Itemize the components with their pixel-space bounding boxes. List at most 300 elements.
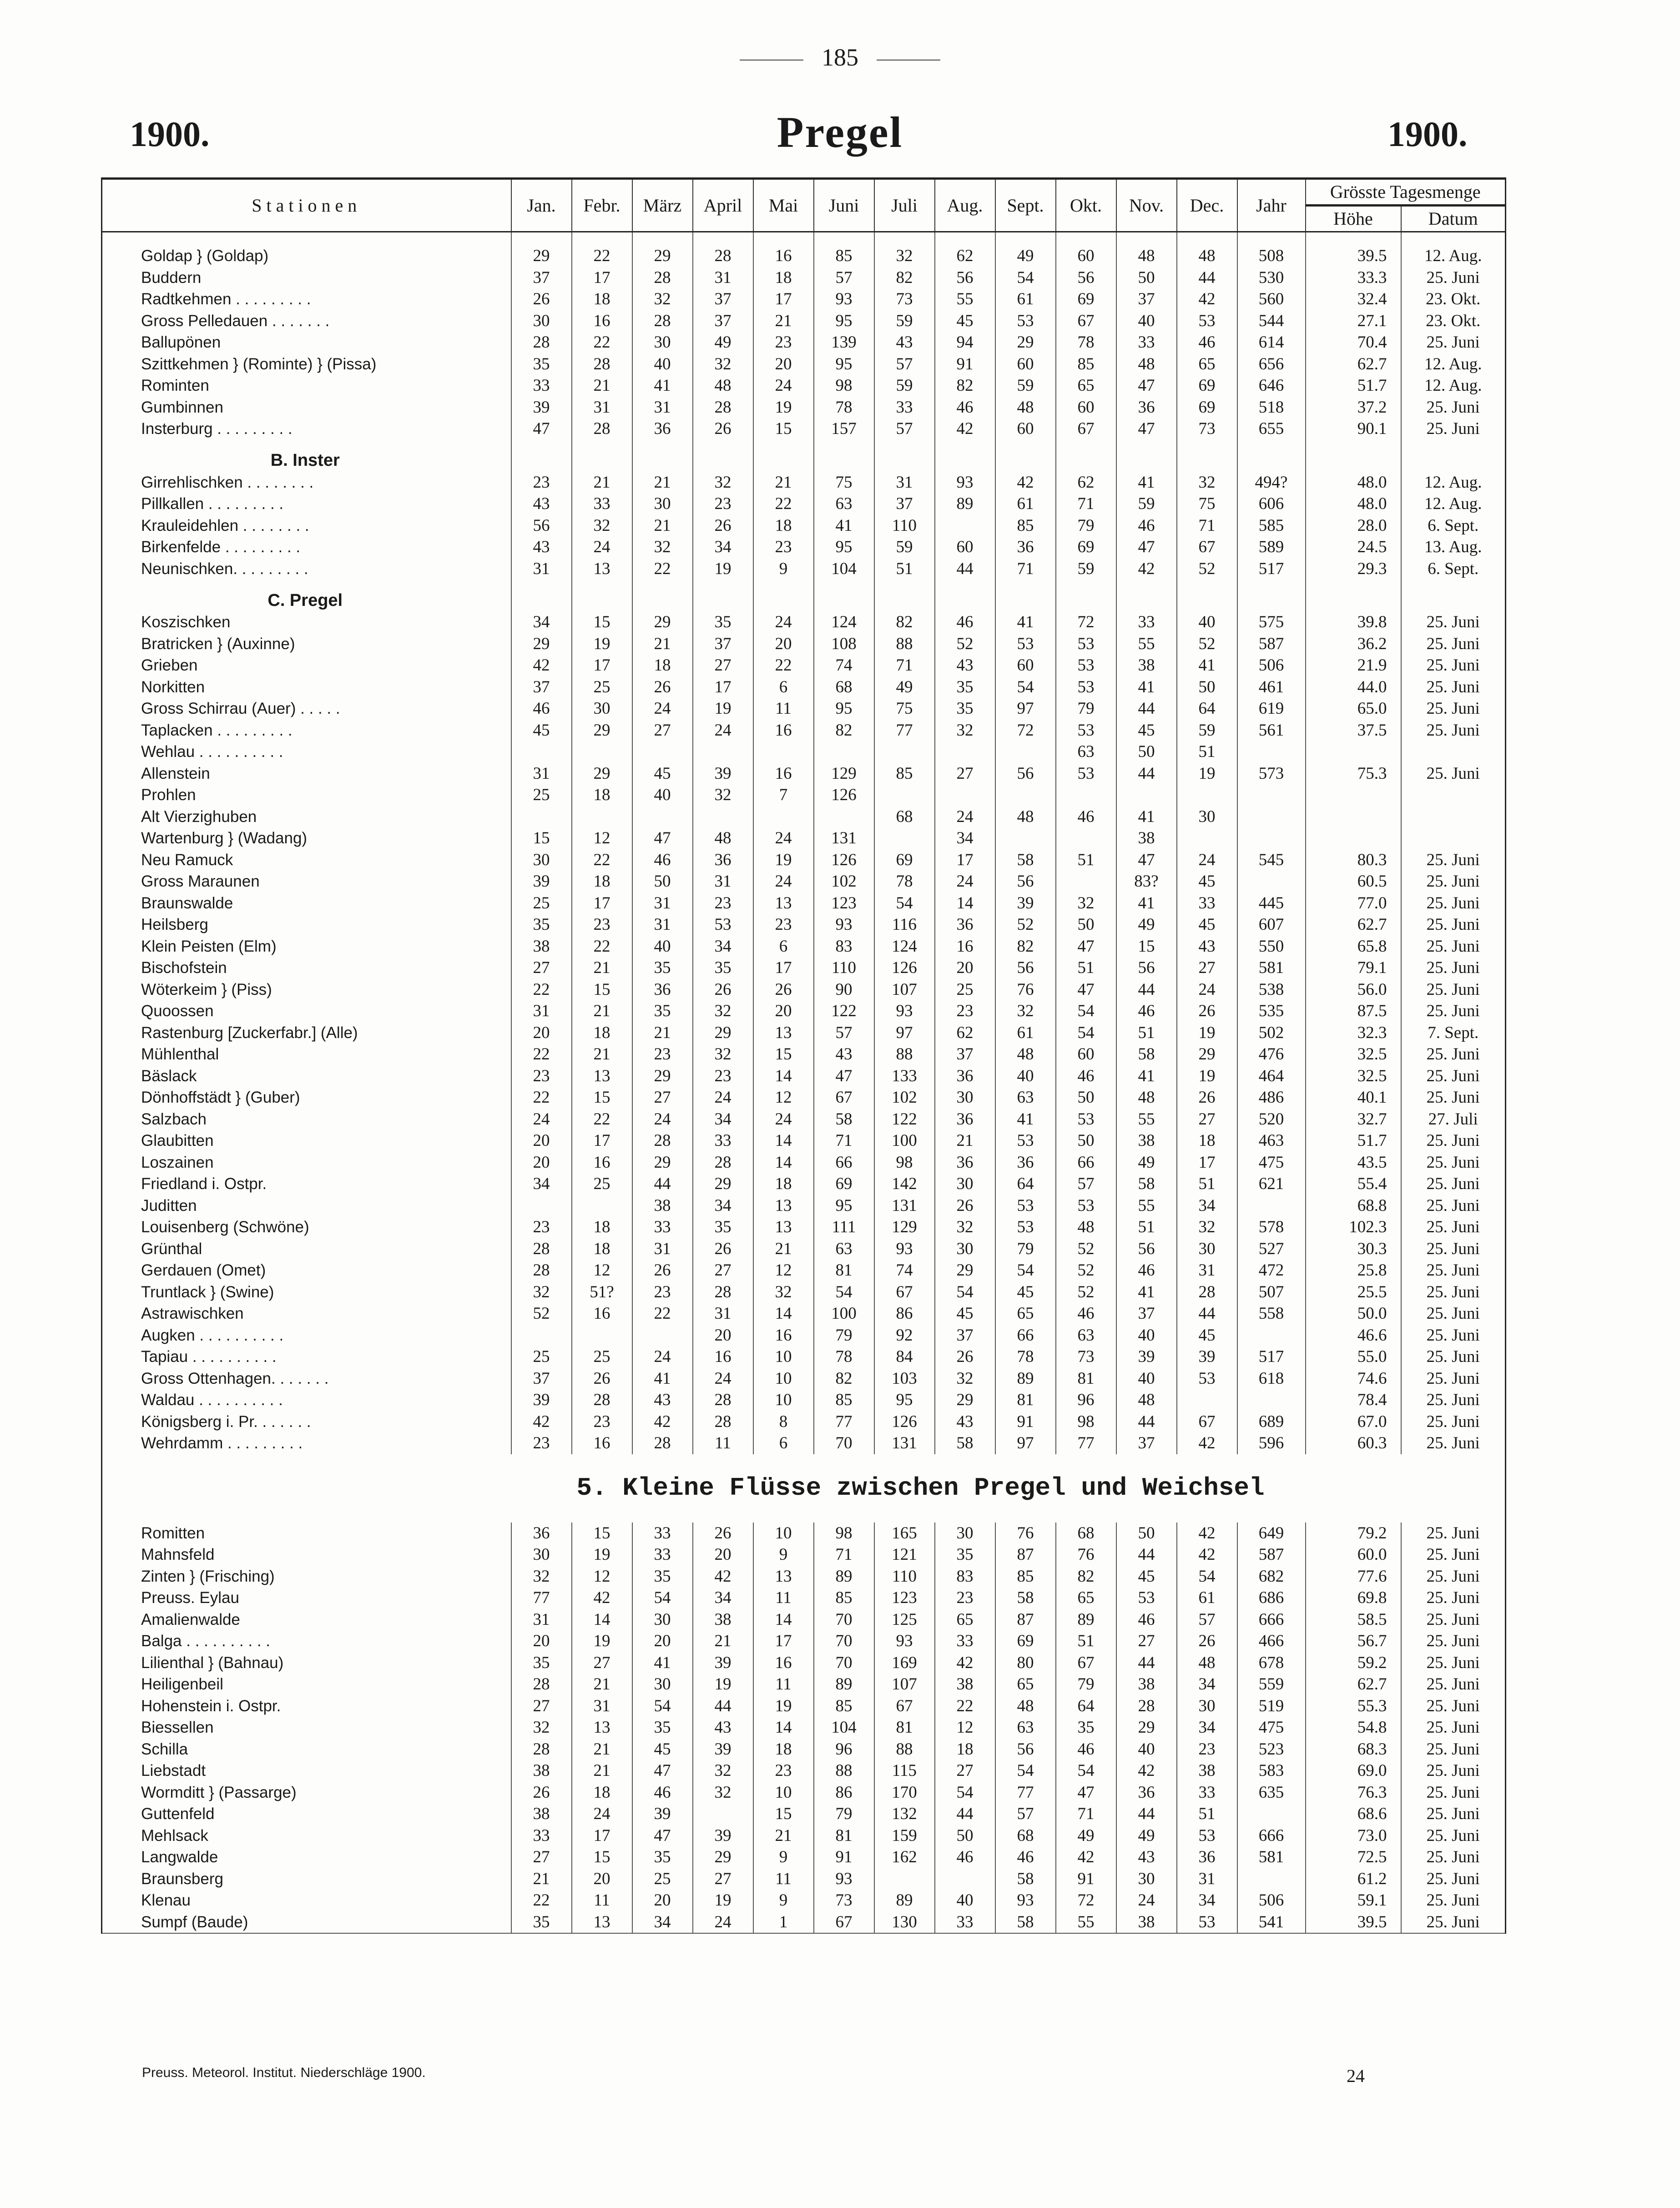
cell-value: 60 [935, 536, 995, 558]
cell-hoehe: 90.1 [1306, 418, 1401, 440]
cell-datum: 6. Sept. [1401, 558, 1506, 580]
cell-value: 48 [995, 806, 1056, 828]
cell-value: 53 [1056, 1195, 1116, 1217]
cell-hoehe: 39.5 [1306, 1911, 1401, 1934]
col-jan: Jan. [511, 179, 572, 232]
cell-value: 26 [935, 1346, 995, 1368]
cell-value: 21 [632, 515, 693, 537]
cell-value: 37 [1116, 1303, 1177, 1325]
cell-value: 47 [511, 418, 572, 440]
cell-value: 35 [632, 957, 693, 979]
cell-hoehe: 55.3 [1306, 1695, 1401, 1717]
cell-value: 42 [511, 1411, 572, 1433]
cell-value: 64 [995, 1173, 1056, 1195]
cell-value: 132 [874, 1803, 935, 1825]
cell-value: 43 [935, 1411, 995, 1433]
cell-value: 47 [632, 1760, 693, 1782]
cell-value: 545 [1237, 849, 1306, 871]
footer-imprint: Preuss. Meteorol. Institut. Niederschläge 1900. [142, 2065, 426, 2080]
cell-value: 104 [814, 1717, 874, 1739]
cell-value: 65 [995, 1674, 1056, 1695]
cell-hoehe: 60.5 [1306, 871, 1401, 892]
cell-value: 27 [1177, 1109, 1237, 1130]
table-header [102, 179, 1506, 232]
cell-value: 18 [572, 1022, 632, 1044]
table-row [102, 1566, 1506, 1588]
cell-value: 57 [874, 353, 935, 375]
section-label: B. Inster [102, 440, 511, 472]
cell-value: 47 [1116, 375, 1177, 397]
cell-value: 126 [814, 849, 874, 871]
cell-value: 46 [1056, 1065, 1116, 1087]
station-name: Pillkallen . . . . . . . . . [102, 493, 511, 515]
cell-value: 32 [632, 536, 693, 558]
cell-datum: 25. Juni [1401, 979, 1506, 1001]
cell-hoehe: 59.1 [1306, 1890, 1401, 1911]
cell-value: 34 [693, 536, 753, 558]
cell-value: 20 [511, 1152, 572, 1174]
cell-value: 29 [511, 633, 572, 655]
cell-value: 28 [693, 1411, 753, 1433]
table-row [102, 310, 1506, 332]
cell-value: 17 [572, 892, 632, 914]
cell-value: 29 [632, 245, 693, 267]
cell-value: 69 [1056, 288, 1116, 310]
cell-value: 22 [753, 655, 814, 676]
col-datum: Datum [1401, 206, 1506, 232]
cell-value: 38 [1177, 1760, 1237, 1782]
cell-value: 58 [814, 1109, 874, 1130]
cell-value: 78 [995, 1346, 1056, 1368]
cell-value: 100 [814, 1303, 874, 1325]
cell-value: 45 [1116, 720, 1177, 741]
cell-value: 11 [753, 1674, 814, 1695]
cell-value: 581 [1237, 1846, 1306, 1868]
cell-value: 53 [1177, 1911, 1237, 1934]
cell-value [1056, 784, 1116, 806]
cell-value: 85 [995, 1566, 1056, 1588]
cell-value: 13 [753, 1216, 814, 1238]
cell-value: 107 [874, 1674, 935, 1695]
table-row [102, 1325, 1506, 1346]
cell-value: 98 [874, 1152, 935, 1174]
cell-value [511, 741, 572, 763]
station-name: Goldap } (Goldap) [102, 245, 511, 267]
cell-value: 55 [1116, 633, 1177, 655]
cell-value: 28 [693, 245, 753, 267]
cell-value: 43 [511, 493, 572, 515]
cell-value: 31 [632, 397, 693, 418]
cell-value: 67 [1177, 536, 1237, 558]
cell-value: 48 [1116, 1389, 1177, 1411]
cell-value: 33 [572, 493, 632, 515]
cell-hoehe: 32.5 [1306, 1044, 1401, 1065]
cell-datum: 25. Juni [1401, 1389, 1506, 1411]
cell-value: 32 [693, 1044, 753, 1065]
cell-value: 78 [814, 1346, 874, 1368]
cell-value [874, 784, 935, 806]
table-row [102, 1087, 1506, 1109]
cell-value: 53 [1056, 676, 1116, 698]
cell-value: 9 [753, 1890, 814, 1911]
cell-value: 28 [632, 1130, 693, 1152]
cell-value: 44 [1116, 763, 1177, 785]
cell-value: 44 [935, 558, 995, 580]
cell-value: 558 [1237, 1303, 1306, 1325]
cell-value: 14 [753, 1303, 814, 1325]
cell-value: 43 [874, 332, 935, 353]
cell-value: 51 [1056, 849, 1116, 871]
cell-value: 54 [995, 1260, 1056, 1281]
table-row [102, 1065, 1506, 1087]
station-name: Romitten [102, 1522, 511, 1544]
cell-value: 517 [1237, 1346, 1306, 1368]
cell-datum: 25. Juni [1401, 1566, 1506, 1588]
station-name: Langwalde [102, 1846, 511, 1868]
cell-value: 67 [874, 1695, 935, 1717]
cell-hoehe: 77.0 [1306, 892, 1401, 914]
cell-value: 13 [753, 1022, 814, 1044]
cell-value: 43 [1177, 936, 1237, 958]
cell-hoehe: 46.6 [1306, 1325, 1401, 1346]
station-name: Königsberg i. Pr. . . . . . . [102, 1411, 511, 1433]
cell-value: 70 [814, 1630, 874, 1652]
cell-value: 49 [874, 676, 935, 698]
cell-value: 25 [572, 1173, 632, 1195]
cell-value: 621 [1237, 1173, 1306, 1195]
cell-value: 23 [753, 914, 814, 936]
cell-value: 67 [1177, 1411, 1237, 1433]
cell-value: 27 [632, 720, 693, 741]
section-row [102, 440, 1506, 472]
cell-hoehe: 59.2 [1306, 1652, 1401, 1674]
cell-value: 28 [632, 267, 693, 289]
cell-value: 28 [693, 397, 753, 418]
table-row [102, 1522, 1506, 1544]
cell-value: 95 [814, 353, 874, 375]
cell-value: 24 [572, 536, 632, 558]
cell-value: 66 [814, 1152, 874, 1174]
cell-value: 35 [693, 1216, 753, 1238]
cell-value: 85 [1056, 353, 1116, 375]
cell-value: 32 [693, 1760, 753, 1782]
cell-value: 22 [511, 1087, 572, 1109]
cell-value: 33 [1116, 611, 1177, 633]
cell-value: 26 [753, 979, 814, 1001]
cell-value: 66 [1056, 1152, 1116, 1174]
cell-value: 36 [935, 1109, 995, 1130]
cell-value: 35 [632, 1566, 693, 1588]
cell-value: 54 [814, 1281, 874, 1303]
cell-value: 71 [814, 1544, 874, 1566]
year-right: 1900. [1387, 114, 1468, 154]
section-heading: 5. Kleine Flüsse zwischen Pregel und Weichsel [102, 1454, 1506, 1522]
cell-value: 69 [1177, 397, 1237, 418]
cell-value: 89 [995, 1368, 1056, 1390]
table-row [102, 1432, 1506, 1454]
cell-value: 44 [1116, 698, 1177, 720]
cell-value: 86 [814, 1782, 874, 1804]
cell-value: 53 [995, 633, 1056, 655]
cell-value: 26 [511, 1782, 572, 1804]
station-name: Wöterkeim } (Piss) [102, 979, 511, 1001]
cell-value: 76 [1056, 1544, 1116, 1566]
station-name: Sumpf (Baude) [102, 1911, 511, 1934]
cell-datum: 25. Juni [1401, 698, 1506, 720]
cell-datum: 25. Juni [1401, 1630, 1506, 1652]
cell-value: 23 [511, 472, 572, 494]
cell-value: 78 [874, 871, 935, 892]
cell-value: 63 [1056, 741, 1116, 763]
cell-value: 52 [511, 1303, 572, 1325]
cell-datum: 25. Juni [1401, 1195, 1506, 1217]
cell-value: 49 [693, 332, 753, 353]
cell-value: 22 [632, 1303, 693, 1325]
cell-value: 53 [1056, 1109, 1116, 1130]
cell-value [995, 741, 1056, 763]
cell-datum: 25. Juni [1401, 611, 1506, 633]
cell-value: 561 [1237, 720, 1306, 741]
table-row [102, 1238, 1506, 1260]
cell-value: 30 [1177, 806, 1237, 828]
cell-value: 60 [995, 655, 1056, 676]
cell-value: 90 [814, 979, 874, 1001]
cell-value: 45 [935, 1303, 995, 1325]
cell-value: 44 [1116, 1803, 1177, 1825]
cell-value: 36 [1177, 1846, 1237, 1868]
station-name: Prohlen [102, 784, 511, 806]
cell-datum: 25. Juni [1401, 871, 1506, 892]
cell-value: 121 [874, 1544, 935, 1566]
cell-value [935, 784, 995, 806]
cell-hoehe: 21.9 [1306, 655, 1401, 676]
station-name: Loszainen [102, 1152, 511, 1174]
cell-value: 71 [1177, 515, 1237, 537]
cell-value: 63 [814, 1238, 874, 1260]
cell-value: 65 [995, 1303, 1056, 1325]
table-row [102, 332, 1506, 353]
cell-value [632, 741, 693, 763]
cell-value: 30 [632, 493, 693, 515]
cell-value: 53 [995, 1195, 1056, 1217]
station-name: Mahnsfeld [102, 1544, 511, 1566]
station-name: Klein Peisten (Elm) [102, 936, 511, 958]
cell-value: 58 [995, 1911, 1056, 1934]
cell-value: 28 [1116, 1695, 1177, 1717]
cell-value: 48 [693, 375, 753, 397]
cell-hoehe: 32.4 [1306, 288, 1401, 310]
cell-value: 56 [511, 515, 572, 537]
cell-value: 655 [1237, 418, 1306, 440]
cell-value: 517 [1237, 558, 1306, 580]
cell-value: 40 [1116, 1325, 1177, 1346]
cell-value: 41 [1116, 892, 1177, 914]
cell-value: 24 [511, 1109, 572, 1130]
cell-value: 13 [753, 1566, 814, 1588]
cell-value: 24 [753, 611, 814, 633]
cell-value: 29 [693, 1022, 753, 1044]
cell-value: 31 [693, 267, 753, 289]
cell-value [572, 1195, 632, 1217]
station-name: Gross Pelledauen . . . . . . . [102, 310, 511, 332]
cell-value: 71 [995, 558, 1056, 580]
table-row [102, 515, 1506, 537]
cell-value [753, 741, 814, 763]
cell-value: 33 [874, 397, 935, 418]
table-row [102, 957, 1506, 979]
cell-value: 656 [1237, 353, 1306, 375]
cell-value [1237, 871, 1306, 892]
cell-value: 15 [572, 1522, 632, 1544]
cell-value: 46 [1056, 1739, 1116, 1760]
cell-datum: 13. Aug. [1401, 536, 1506, 558]
station-name: Gross Schirrau (Auer) . . . . . [102, 698, 511, 720]
cell-value: 62 [1056, 472, 1116, 494]
cell-value: 54 [1177, 1566, 1237, 1588]
cell-value: 91 [1056, 1868, 1116, 1890]
station-name: Braunswalde [102, 892, 511, 914]
cell-value: 25 [572, 676, 632, 698]
cell-value: 52 [1177, 558, 1237, 580]
cell-value: 14 [935, 892, 995, 914]
page-title: Pregel [777, 108, 903, 156]
col-aug: Aug. [935, 179, 995, 232]
cell-value: 508 [1237, 245, 1306, 267]
cell-datum: 25. Juni [1401, 1000, 1506, 1022]
cell-value: 51 [1116, 1216, 1177, 1238]
cell-value: 59 [1116, 493, 1177, 515]
station-name: Zinten } (Frisching) [102, 1566, 511, 1588]
cell-value: 50 [632, 871, 693, 892]
cell-value: 29 [572, 763, 632, 785]
cell-value: 68 [874, 806, 935, 828]
cell-value: 20 [632, 1890, 693, 1911]
cell-value: 96 [814, 1739, 874, 1760]
cell-value: 102 [874, 1087, 935, 1109]
table-row [102, 1022, 1506, 1044]
cell-datum: 25. Juni [1401, 1411, 1506, 1433]
cell-value: 56 [995, 763, 1056, 785]
cell-value: 57 [874, 418, 935, 440]
cell-value: 20 [935, 957, 995, 979]
cell-value: 110 [874, 515, 935, 537]
table-row [102, 1152, 1506, 1174]
cell-value: 50 [935, 1825, 995, 1847]
cell-value: 47 [1116, 418, 1177, 440]
station-name: Salzbach [102, 1109, 511, 1130]
cell-value: 50 [1056, 1087, 1116, 1109]
cell-value: 48 [1177, 245, 1237, 267]
cell-value: 31 [572, 1695, 632, 1717]
cell-value: 59 [1056, 558, 1116, 580]
table-row [102, 397, 1506, 418]
cell-value: 24 [1116, 1890, 1177, 1911]
table-row [102, 1216, 1506, 1238]
cell-value: 38 [511, 936, 572, 958]
cell-value: 42 [935, 1652, 995, 1674]
cell-hoehe: 48.0 [1306, 493, 1401, 515]
cell-value: 34 [511, 1173, 572, 1195]
cell-value: 67 [1056, 1652, 1116, 1674]
cell-value: 607 [1237, 914, 1306, 936]
table-row [102, 979, 1506, 1001]
cell-value: 32 [693, 472, 753, 494]
cell-hoehe: 69.8 [1306, 1587, 1401, 1609]
cell-hoehe: 61.2 [1306, 1868, 1401, 1890]
station-name: Bäslack [102, 1065, 511, 1087]
cell-value: 56 [995, 871, 1056, 892]
cell-value: 41 [1177, 655, 1237, 676]
station-name: Allenstein [102, 763, 511, 785]
cell-value: 36 [935, 1065, 995, 1087]
cell-value: 48 [1116, 1087, 1177, 1109]
cell-value [1237, 1389, 1306, 1411]
cell-value: 24 [753, 1109, 814, 1130]
cell-value: 126 [814, 784, 874, 806]
station-name: Alt Vierzighuben [102, 806, 511, 828]
cell-value: 33 [632, 1216, 693, 1238]
table-row [102, 1911, 1506, 1934]
cell-value: 36 [1116, 397, 1177, 418]
cell-value: 82 [995, 936, 1056, 958]
cell-value: 21 [632, 472, 693, 494]
cell-hoehe: 32.3 [1306, 1022, 1401, 1044]
cell-value: 37 [1116, 288, 1177, 310]
cell-value: 32 [511, 1717, 572, 1739]
cell-value: 31 [874, 472, 935, 494]
cell-value: 14 [753, 1609, 814, 1631]
cell-value: 110 [814, 957, 874, 979]
cell-datum: 25. Juni [1401, 332, 1506, 353]
cell-value: 71 [1056, 1803, 1116, 1825]
cell-value: 19 [572, 1630, 632, 1652]
cell-datum: 25. Juni [1401, 1432, 1506, 1454]
cell-value: 16 [572, 310, 632, 332]
cell-value: 81 [814, 1825, 874, 1847]
page-number: 185 [822, 44, 858, 71]
cell-value: 15 [753, 418, 814, 440]
cell-value: 32 [753, 1281, 814, 1303]
cell-value: 16 [753, 1325, 814, 1346]
cell-value [935, 741, 995, 763]
cell-value: 70 [814, 1609, 874, 1631]
cell-value: 24 [753, 871, 814, 892]
cell-value: 35 [1056, 1717, 1116, 1739]
cell-value: 52 [935, 633, 995, 655]
cell-value: 57 [1177, 1609, 1237, 1631]
cell-value: 29 [1116, 1717, 1177, 1739]
cell-value: 44 [1116, 1544, 1177, 1566]
cell-value: 523 [1237, 1739, 1306, 1760]
cell-value: 519 [1237, 1695, 1306, 1717]
cell-value: 44 [1116, 979, 1177, 1001]
cell-value: 25 [935, 979, 995, 1001]
cell-value: 27 [935, 1760, 995, 1782]
cell-value: 32 [693, 1000, 753, 1022]
cell-value: 169 [874, 1652, 935, 1674]
cell-value: 74 [814, 655, 874, 676]
table-row [102, 914, 1506, 936]
cell-value: 44 [935, 1803, 995, 1825]
cell-value: 63 [814, 493, 874, 515]
cell-value: 40 [1177, 611, 1237, 633]
cell-value [1237, 741, 1306, 763]
cell-value: 46 [511, 698, 572, 720]
table-row [102, 763, 1506, 785]
cell-value: 25 [511, 784, 572, 806]
cell-value: 72 [1056, 1890, 1116, 1911]
cell-value: 30 [572, 698, 632, 720]
